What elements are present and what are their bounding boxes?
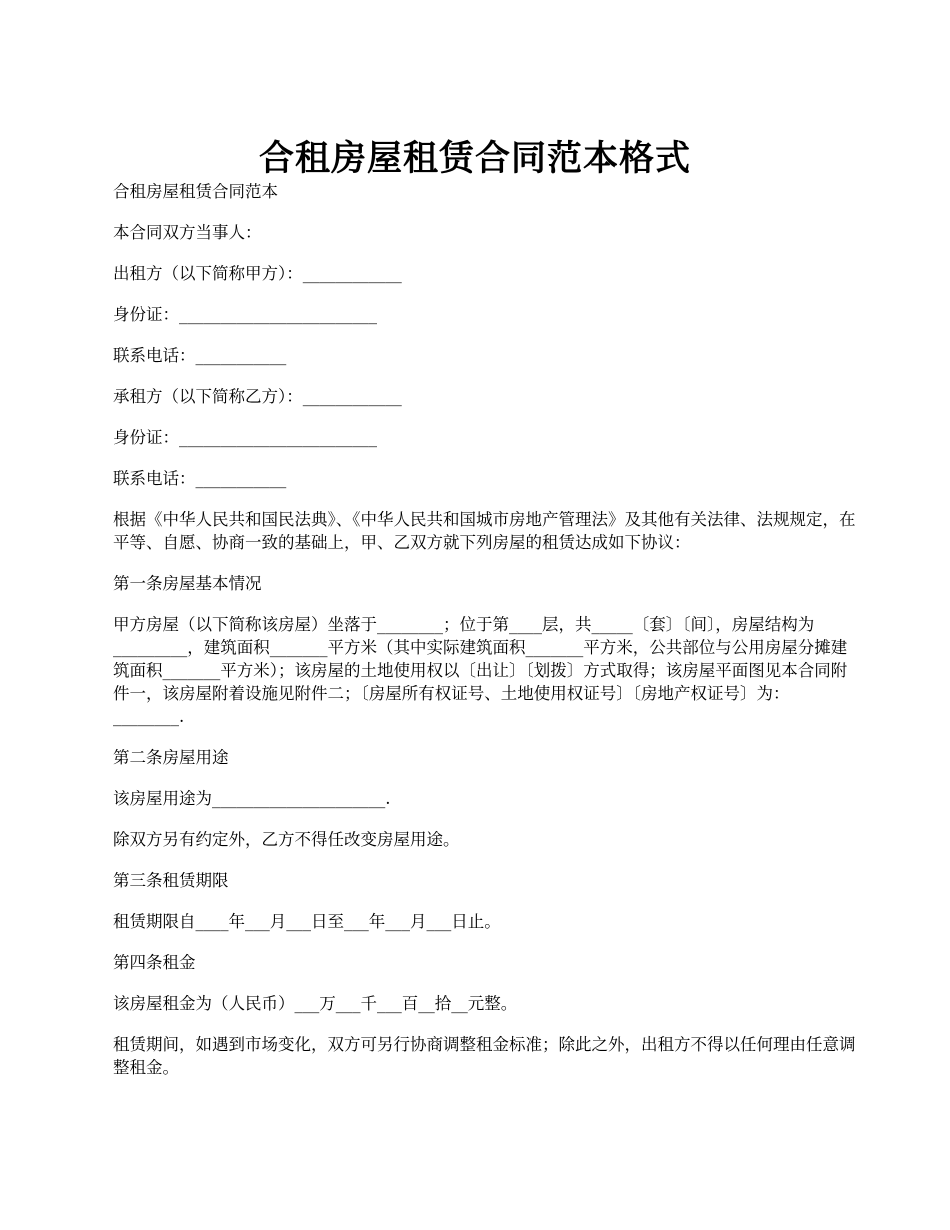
paragraph-article-4-rent: 该房屋租金为（人民币）___万___千___百__拾__元整。 [113,994,518,1013]
paragraph-article-2-restriction: 除双方另有约定外，乙方不得任改变房屋用途。 [113,830,460,849]
paragraph-article-2-use: 该房屋用途为_____________________. [113,789,391,808]
document-body [113,180,858,1097]
paragraph-lessee-id: 身份证：________________________ [113,428,377,447]
heading-article-3: 第三条租赁期限 [113,871,229,890]
paragraph-parties-intro: 本合同双方当事人： [113,223,262,242]
paragraph-lessee-phone: 联系电话：___________ [113,469,287,488]
paragraph-lessor: 出租方（以下简称甲方）：____________ [113,264,402,283]
document-title: 合租房屋租赁合同范本格式 [258,138,691,180]
heading-article-4: 第四条租金 [113,953,196,972]
heading-article-1: 第一条房屋基本情况 [113,574,262,593]
paragraph-legal-basis: 根据《中华人民共和国民法典》、《中华人民共和国城市房地产管理法》及其他有关法律、法规规定，在平等、自愿、协商一致的基础上，甲、乙双方就下列房屋的租赁达成如下协议： [113,510,856,552]
paragraph-article-4-adjustment: 租赁期间，如遇到市场变化，双方可另行协商调整租金标准；除此之外，出租方不得以任何理由任意调整租金。 [113,1035,856,1077]
heading-article-2: 第二条房屋用途 [113,748,229,767]
paragraph-lessor-id: 身份证：________________________ [113,305,377,324]
paragraph-subtitle: 合租房屋租赁合同范本 [113,182,278,201]
paragraph-article-3-term: 租赁期限自____年___月___日至___年___月___日止。 [113,912,501,931]
paragraph-lessee: 承租方（以下简称乙方）：____________ [113,387,402,406]
paragraph-article-1-body: 甲方房屋（以下简称该房屋）坐落于________；位于第____层，共_____〔套〕〔间〕，房屋结构为_________，建筑面积_______平方米（其中实际建筑面积_______平方米，公共部位与公用房屋分摊建筑面积_______平方米）；该房屋的土地使用权以〔出让〕〔划拨〕方式取得；该房屋平面图见本合同附件一，该房屋附着设施见附件二；〔房屋所有权证号、土地使用权证号〕〔房地产权证号〕为：________. [113,615,848,726]
paragraph-lessor-phone: 联系电话：___________ [113,346,287,365]
